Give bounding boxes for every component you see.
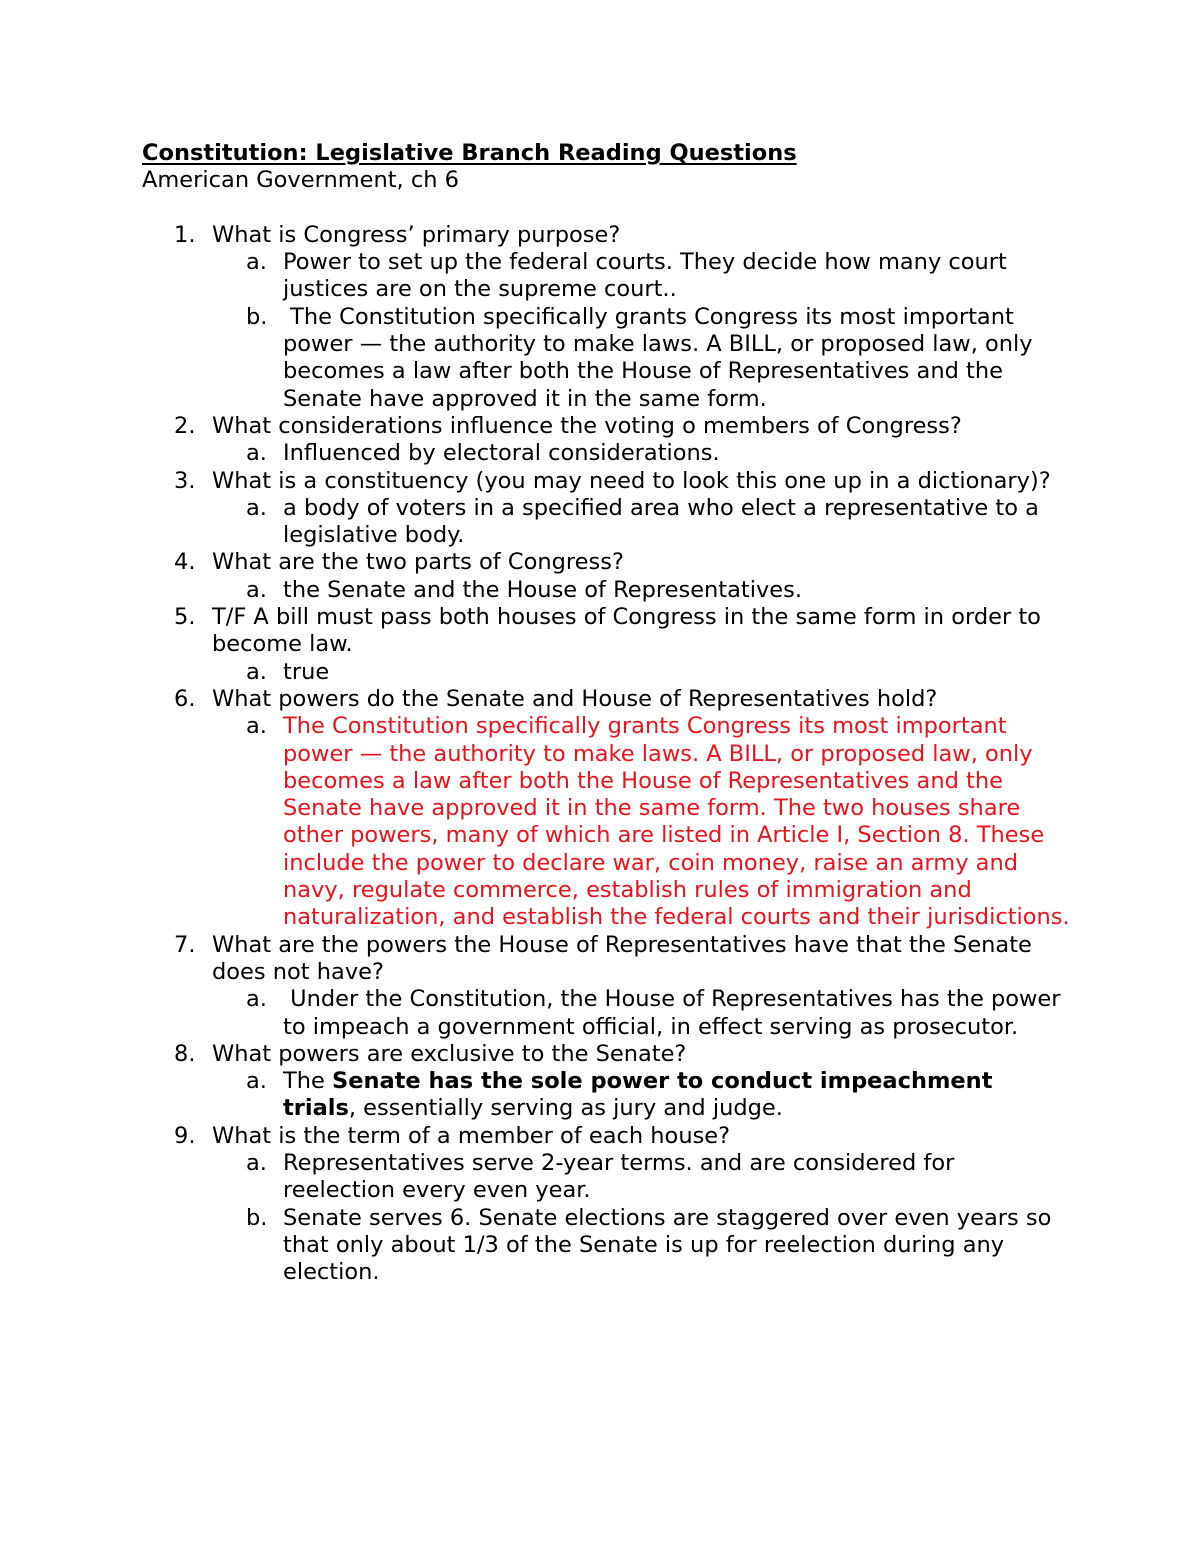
- answer-letter: a.: [246, 440, 267, 467]
- answer-8a: [142, 1068, 1072, 1123]
- answer-text: a body of voters in a specified area who elect a representative to a legislative body.: [283, 494, 1039, 549]
- question-text: What considerations influence the voting o members of Congress?: [212, 412, 962, 439]
- question-7: [142, 932, 1072, 987]
- question-number: 3.: [174, 467, 196, 494]
- question-number: 7.: [174, 931, 196, 958]
- answer-9b: [142, 1205, 1072, 1287]
- question-number: 8.: [174, 1040, 196, 1067]
- question-number: 9.: [174, 1122, 196, 1149]
- answer-1a: [142, 249, 1072, 304]
- answer-text: true: [283, 658, 330, 685]
- question-text: What powers are exclusive to the Senate?: [212, 1040, 687, 1067]
- answer-1b: [142, 304, 1072, 413]
- answer-text-highlighted: The Constitution specifically grants Congress its most important power — the authority to make laws. A BILL, or proposed law, only becomes a law after both the House of Representatives and the Senate have approved it in the same form. The two houses share other powers, many of which are listed in Article I, Section 8. These include the power to declare war, coin money, raise an army and navy, regulate commerce, establish rules of immigration and naturalization, and establish the federal courts and their jurisdictions.: [283, 713, 1070, 931]
- answer-5a: [142, 659, 1072, 686]
- document-page: [142, 140, 1072, 1286]
- answer-letter: a.: [246, 986, 267, 1013]
- answer-9a: [142, 1150, 1072, 1205]
- answer-text: Power to set up the federal courts. They decide how many court justices are on the supreme court..: [283, 249, 1007, 303]
- blank-line: [142, 195, 1072, 222]
- question-text: T/F A bill must pass both houses of Congress in the same form in order to become law.: [212, 604, 1041, 658]
- question-number: 4.: [174, 549, 196, 576]
- question-text: What is the term of a member of each house?: [212, 1122, 731, 1149]
- answer-letter: a.: [246, 576, 267, 603]
- answer-4a: [142, 577, 1072, 604]
- answer-text: Influenced by electoral considerations.: [283, 440, 720, 467]
- question-number: 6.: [174, 685, 196, 712]
- answer-letter: a.: [246, 494, 267, 521]
- answer-text: the Senate and the House of Representatives.: [283, 576, 803, 603]
- answer-letter: b.: [246, 1204, 268, 1231]
- answer-text-before: The: [283, 1068, 332, 1095]
- question-number: 2.: [174, 412, 196, 439]
- question-2: [142, 413, 1072, 440]
- answer-letter: a.: [246, 1149, 267, 1176]
- question-4: [142, 549, 1072, 576]
- question-text: What is a constituency (you may need to look this one up in a dictionary)?: [212, 467, 1051, 494]
- answer-letter: b.: [246, 303, 268, 330]
- answer-text: Representatives serve 2-year terms. and are considered for reelection every even year.: [283, 1149, 955, 1204]
- question-3: [142, 468, 1072, 495]
- answer-text-after: , essentially serving as jury and judge.: [348, 1095, 783, 1122]
- answer-7a: [142, 986, 1072, 1041]
- answer-6a: [142, 713, 1072, 931]
- answer-text: Senate serves 6. Senate elections are staggered over even years so that only about 1/3 of the Senate is up for reelection during any election.: [283, 1204, 1052, 1286]
- question-text: What powers do the Senate and House of Representatives hold?: [212, 685, 938, 712]
- answer-letter: a.: [246, 713, 267, 740]
- question-6: [142, 686, 1072, 713]
- document-subtitle: American Government, ch 6: [142, 167, 459, 194]
- question-8: [142, 1041, 1072, 1068]
- question-text: What are the two parts of Congress?: [212, 549, 624, 576]
- question-1: [142, 222, 1072, 249]
- document-title: Constitution: Legislative Branch Reading Questions: [142, 140, 797, 166]
- question-9: [142, 1123, 1072, 1150]
- answer-letter: a.: [246, 249, 267, 276]
- question-text: What are the powers the House of Representatives have that the Senate does not have?: [212, 931, 1032, 985]
- answer-3a: [142, 495, 1072, 550]
- answer-text: The Constitution specifically grants Congress its most important power — the authority to make laws. A BILL, or proposed law, only becomes a law after both the House of Representatives and the Senate have approved it in the same form.: [283, 303, 1040, 412]
- answer-letter: a.: [246, 658, 267, 685]
- question-number: 5.: [174, 604, 196, 631]
- answer-text-bold: Senate has the sole power to conduct impeachment trials: [283, 1068, 993, 1122]
- answer-2a: [142, 440, 1072, 467]
- answer-text: Under the Constitution, the House of Representatives has the power to impeach a government official, in effect serving as prosecutor.: [283, 986, 1068, 1040]
- question-number: 1.: [174, 221, 196, 248]
- answer-letter: a.: [246, 1068, 267, 1095]
- question-text: What is Congress’ primary purpose?: [212, 221, 621, 248]
- question-5: [142, 604, 1072, 659]
